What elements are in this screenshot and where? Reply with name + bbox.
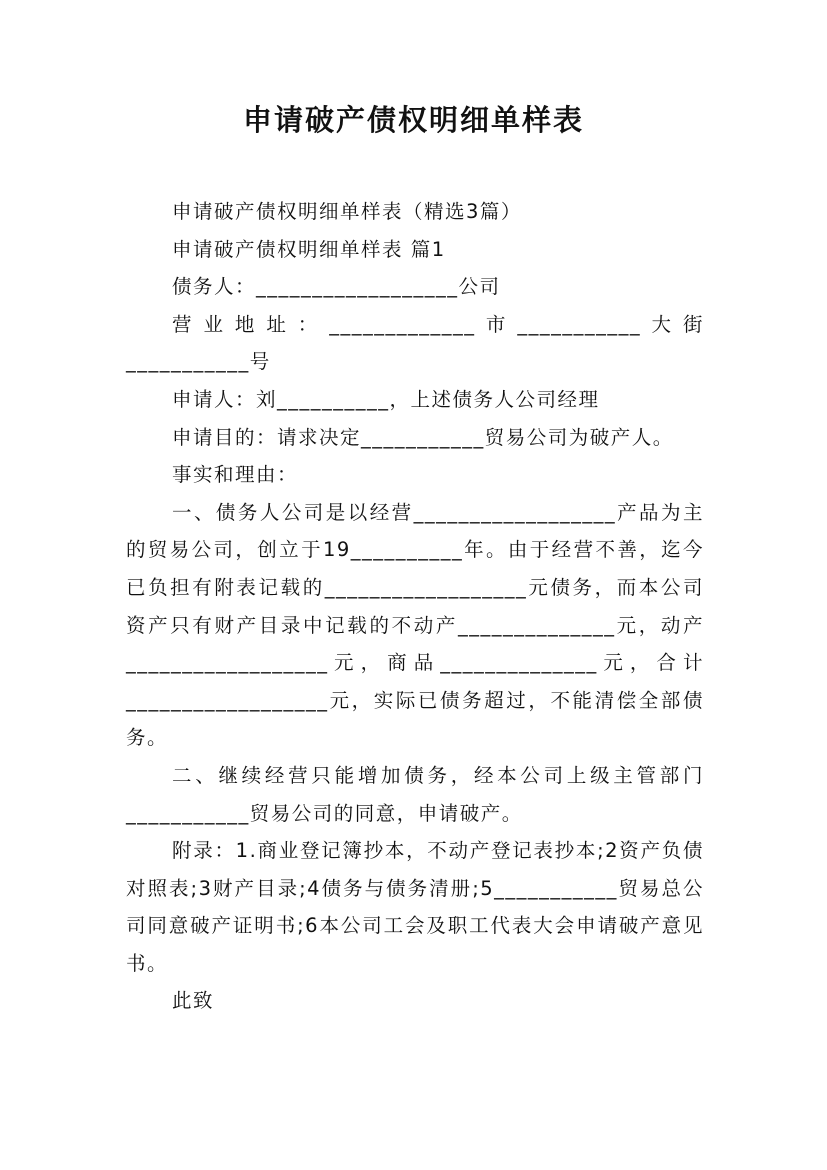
paragraph-purpose: 申请目的：请求决定___________贸易公司为破产人。 — [172, 425, 674, 449]
paragraph-applicant: 申请人：刘__________，上述债务人公司经理 — [172, 387, 600, 411]
paragraph-fact-one: 一、债务人公司是以经营__________________产品为主的贸易公司，创立于19__________年。由于经营不善，迄今已负担有附表记载的__________________元债务，而本公司资产只有财产目录中记载的不动产______________元，动产__________________元，商品______________元，合计__________________元，实际已债务超过，不能清偿全部债务。 — [126, 500, 704, 750]
document-title: 申请破产债权明细单样表 — [242, 103, 584, 137]
paragraph-fact-two: 二、继续经营只能增加债务，经本公司上级主管部门___________贸易公司的同意，申请破产。 — [126, 763, 704, 825]
document-body — [126, 193, 704, 1020]
paragraph-debtor: 债务人：__________________公司 — [172, 275, 501, 299]
paragraph-business-address: 营业地址：_____________市___________大街___________号 — [126, 312, 704, 374]
paragraph-subtitle: 申请破产债权明细单样表（精选3篇） — [172, 200, 522, 223]
paragraph-facts-heading: 事实和理由： — [172, 463, 299, 487]
paragraph-closing: 此致 — [172, 989, 215, 1013]
paragraph-appendix: 附录：1.商业登记簿抄本，不动产登记表抄本;2资产负债对照表;3财产目录;4债务与债务清册;5___________贸易总公司同意破产证明书;6本公司工会及职工代表大会申请破产意见书。 — [126, 839, 704, 975]
paragraph-section-heading: 申请破产债权明细单样表 篇1 — [172, 237, 446, 261]
